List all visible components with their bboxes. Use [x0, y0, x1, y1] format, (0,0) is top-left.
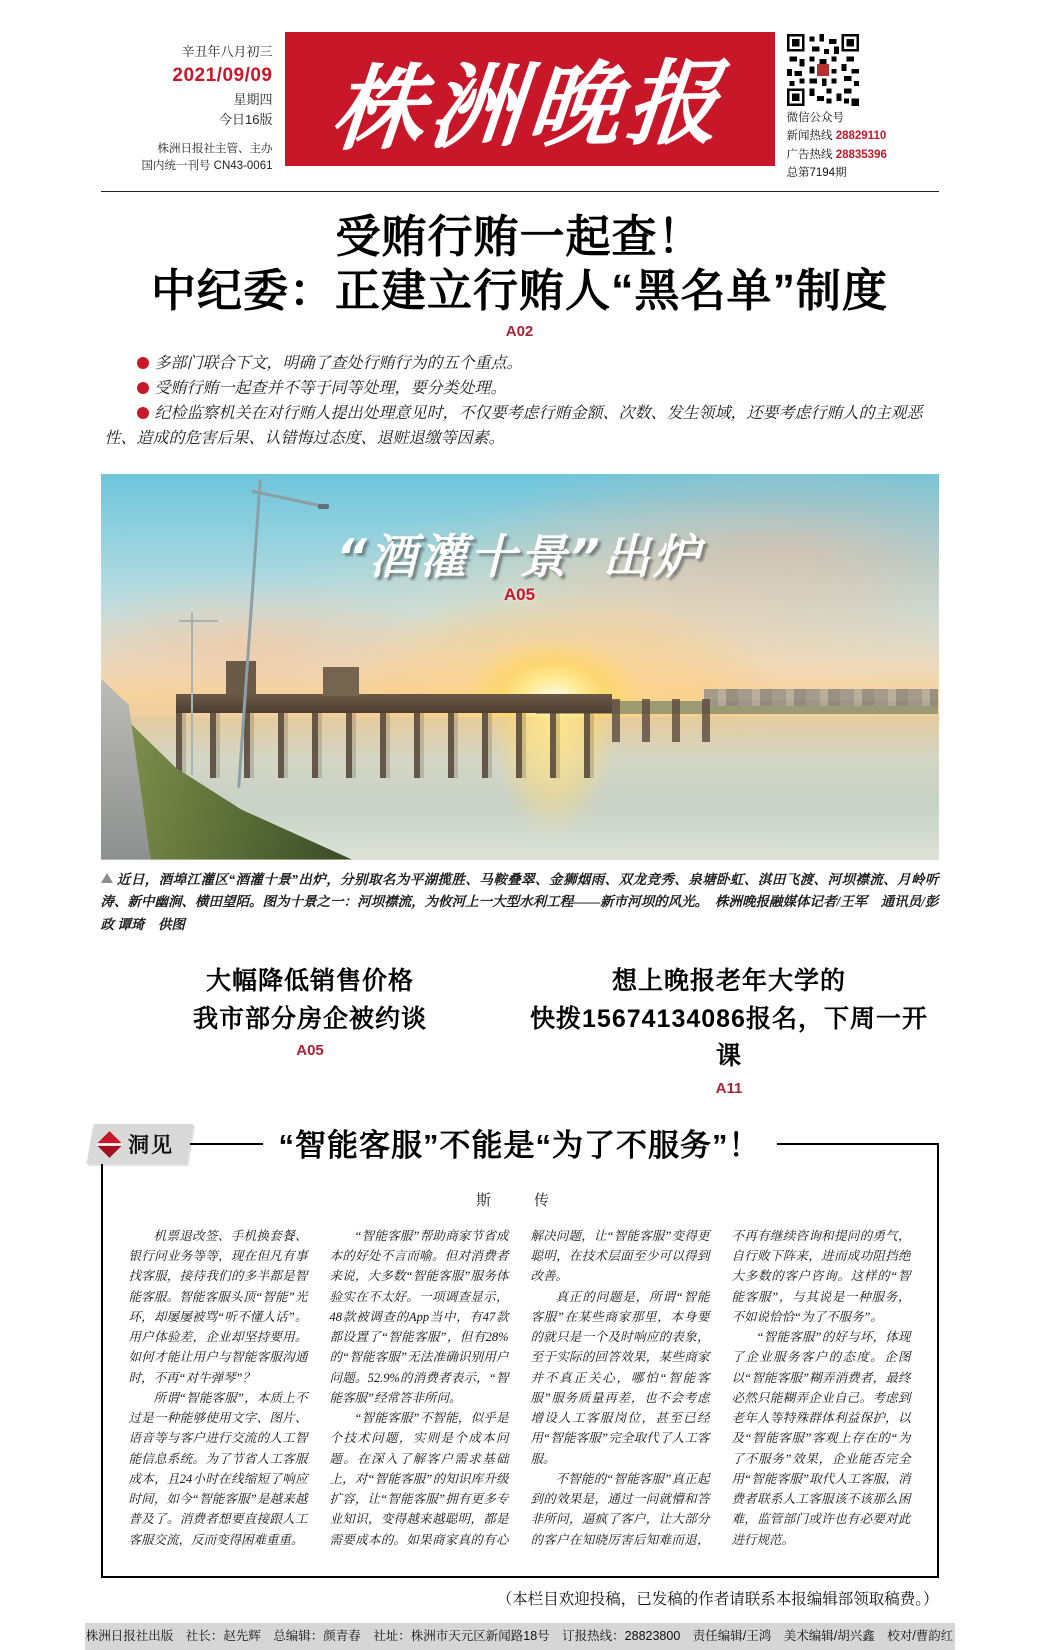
teaser-line1: 大幅降低销售价格 [205, 967, 414, 996]
masthead-row [101, 32, 939, 183]
photo-utility-crossarm [179, 620, 218, 622]
opinion-byline: 斯 传 [475, 1192, 563, 1209]
teaser-housing [101, 963, 520, 1097]
photo-dam-right-segment [612, 699, 729, 741]
lunar-date: 辛丑年八月初三 [181, 44, 273, 59]
photo-caption [101, 869, 939, 938]
news-hotline-line [787, 127, 939, 145]
ad-hotline-line [787, 146, 939, 164]
header-divider [101, 191, 939, 192]
opinion-paragraph: 机票退改签、手机换套餐、银行问业务等等，现在但凡有事找客服，接待我们的多半都是智能客服。智能客服头顶“智能”光环，却屡屡被骂“听不懂人话”。用户体验差，企业却坚持要用。如何才能让用户与智能客服沟通时，不再“对牛弹琴”？ [128, 1228, 308, 1385]
opinion-paragraph: 所谓“智能客服”，本质上不过是一种能够使用文字、图片、语音等与客户进行交流的人工智能信息系统。为了节省人工客服成本，且24小时在线缩短了响应时间，如今“智能客服”是越来越普及了。消费者想要直接跟人工客服交流，反而变得困难重重。 [128, 1390, 308, 1547]
bullet-dot-icon [137, 407, 149, 419]
contact-block [787, 32, 939, 183]
photo-lamp-head [318, 504, 329, 509]
photo-dam-tower [323, 667, 360, 696]
teaser-row [101, 963, 939, 1097]
ad-hotline-number: 28835396 [835, 148, 887, 161]
opinion-paragraph: “智能客服”的好与坏，体现了企业服务客户的态度。企图以“智能客服”糊弄消费者，最终必然只能糊弄企业自己。考虑到老年人等特殊群体利益保护，以及“智能客服”客观上存在的“为了不服务”效果，企业能否完全用“智能客服”取代人工客服，消费者联系人工客服该不该那么困难，监管部门或许也有必要对此进行规范。 [731, 1330, 911, 1547]
weekday: 星期四 [233, 92, 273, 107]
ad-hotline-label: 广告热线 [786, 148, 833, 161]
teaser-line1: 想上晚报老年大学的 [611, 967, 846, 996]
caption-text: 近日，酒埠江灌区“酒灌十景”出炉，分别取名为平湖揽胜、马鞍叠翠、金狮烟雨、双龙竞秀、泉塘卧虹、淇田飞渡、河坝襟流、月岭听涛、新中幽涧、横田望陌。图为十景之一：河坝襟流，为攸河上一大型水利工程——新市河坝的风光。 [100, 871, 939, 910]
opinion-article-body [129, 1226, 911, 1550]
organizer-line: 株洲日报社主管、主办 [157, 143, 273, 155]
caption-arrow-icon [101, 873, 113, 883]
opinion-section-label: 洞见 [127, 1132, 174, 1157]
bullet-dot-icon [137, 357, 149, 369]
teaser-line2: 我市部分房企被约谈 [192, 1004, 427, 1033]
photo-village-strip [704, 689, 939, 706]
news-hotline-label: 新闻热线 [786, 130, 833, 143]
issue-number: 总第7194期 [786, 167, 847, 180]
lead-page-ref: A02 [505, 323, 534, 341]
teaser-page-ref: A11 [715, 1079, 743, 1097]
teaser-line2: 快拨15674134086报名，下周一开课 [530, 1004, 928, 1071]
imprint-bar: 株洲日报社出版 社长：赵先辉 总编辑：颜青春 社址：株洲市天元区新闻路18号 订报热线：28823800 责任编辑/王鸿 美术编辑/胡兴鑫 校对/曹韵红 [85, 1623, 955, 1650]
bullet-text: 受贿行贿一起查并不等于同等处理，要分类处理。 [154, 380, 507, 398]
photo-dam-deck [176, 694, 612, 713]
issn-line: 国内统一刊号 CN43-0061 [141, 160, 273, 173]
date-block [101, 32, 273, 183]
bullet-item [105, 352, 935, 377]
opinion-headline: “智能客服”不能是“为了不服务”！ [263, 1120, 777, 1165]
bullet-item [105, 377, 935, 402]
wechat-label: 微信公众号 [786, 112, 844, 124]
opinion-section [101, 1127, 939, 1578]
submission-note: （本栏目欢迎投稿，已发稿的作者请联系本报编辑部领取稿费。） [496, 1590, 939, 1608]
masthead [285, 32, 775, 166]
opinion-paragraph: 不智能的“智能客服”真正起到的效果是，通过一问就懵和答非所问，逼疯了客户，让大部分的客户在知晓厉害后知难而退，不再有继续咨询和提问的勇气，自行败下阵来，进而成功阻挡绝大多数的客户咨询。这样的“智能客服”，与其说是一种服务，不如说恰恰“为了不服务”。 [530, 1228, 911, 1547]
lead-bullets [105, 352, 935, 451]
photo-dam-tower [226, 661, 256, 696]
bullet-text: 多部门联合下文，明确了查处行贿行为的五个重点。 [154, 355, 523, 373]
opinion-paragraph: 真正的问题是，所谓“智能客服”在某些商家那里，本身要的就只是一个及时响应的表象，至于实际的回答效果，某些商家并不真正关心，哪怕“智能客服”服务质量再差，也不会考虑增设人工客服岗位，甚至已经用“智能客服”完全取代了人工客服。 [530, 1289, 710, 1466]
lead-headline-line2: 中纪委：正建立行贿人“黑名单”制度 [150, 265, 888, 317]
photo-utility-pole [191, 612, 193, 774]
newspaper-title: 株洲晚报 [327, 49, 730, 164]
diamond-logo-icon [96, 1130, 123, 1157]
news-hotline-number: 28829110 [835, 130, 887, 143]
photo-page-ref: A05 [503, 585, 536, 605]
bullet-text: 纪检监察机关在对行贿人提出处理意见时，不仅要考虑行贿金额、次数、发生领域，还要考虑行贿人的主观恶性、造成的危害后果、认错悔过态度、退赃退缴等因素。 [104, 404, 923, 447]
opinion-paragraph: “智能客服”不智能，似乎是个技术问题，实则是个成本问题。在深入了解客户需求基础上，对“智能客服”的知识库升级扩容，让“智能客服”拥有更多专业知识，变得越来越聪明，都是需要成本的。如果商家真的有心解决问题，让“智能客服”变得更聪明，在技术层面至少可以得到改善。 [329, 1228, 710, 1547]
caption-credit: 株洲晚报融媒体记者/王军 通讯员/彭政 谭琦 供图 [100, 894, 939, 933]
photo-overlay-title: “酒灌十景”出炉 [336, 529, 703, 585]
gregorian-date: 2021/09/09 [172, 64, 273, 86]
bullet-dot-icon [137, 382, 149, 394]
pages-today: 今日16版 [219, 111, 273, 127]
teaser-senior-university [520, 963, 939, 1097]
lead-headline-line1: 受贿行贿一起查！ [335, 210, 704, 262]
teaser-page-ref: A05 [296, 1042, 324, 1060]
opinion-badge-inner [100, 1129, 174, 1159]
photo-lamp-arm [252, 489, 322, 507]
opinion-section-badge [86, 1124, 193, 1164]
bullet-item [105, 402, 935, 452]
wechat-qr-code-icon [787, 34, 859, 106]
front-page-photo [101, 474, 939, 860]
lead-story [101, 210, 939, 452]
opinion-paragraph: “智能客服”帮助商家节省成本的好处不言而喻。但对消费者来说，大多数“智能客服”服务体验实在不太好。一项调查显示，48款被调查的App当中，有47款都设置了“智能客服”，但有28%的“智能客服”无法准确识别用户问题。52.9%的消费者表示，“智能客服”经常答非所问。 [329, 1228, 509, 1405]
